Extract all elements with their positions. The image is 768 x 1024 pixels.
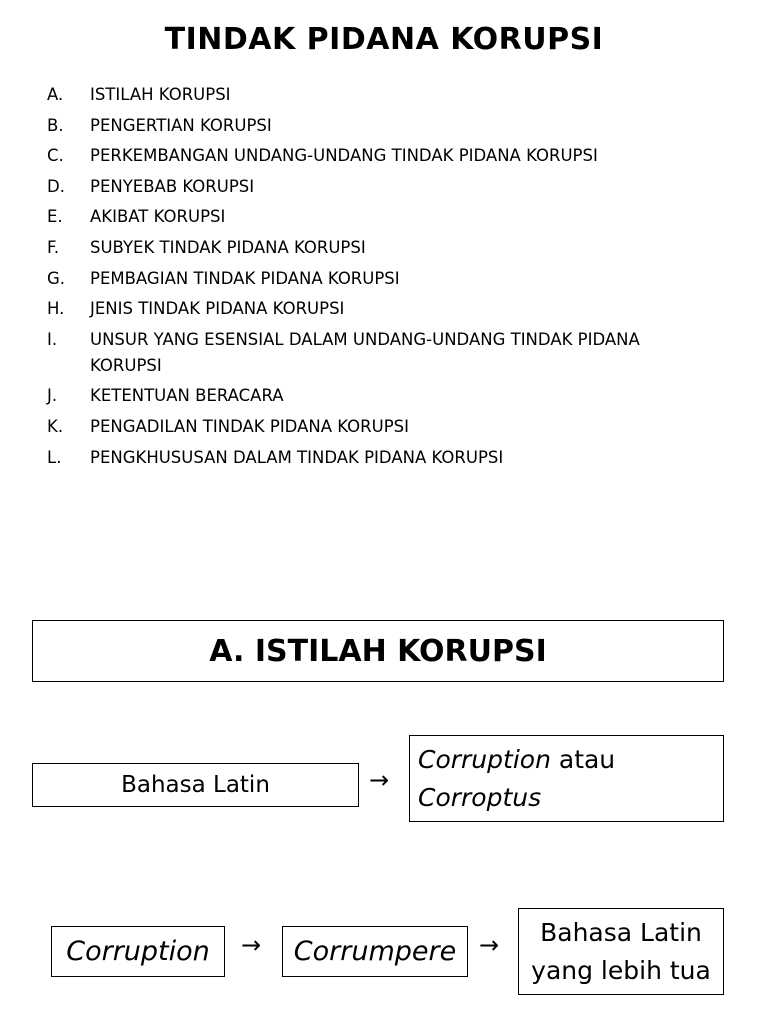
toc-item [47,235,707,261]
toc-item-text: UNSUR YANG ESENSIAL DALAM UNDANG-UNDANG TINDAK PIDANA KORUPSI [90,329,640,375]
toc-item [47,327,707,379]
toc-item [47,414,707,440]
section-heading: A. ISTILAH KORUPSI [209,633,547,669]
toc-item-text: PENGADILAN TINDAK PIDANA KORUPSI [90,416,409,436]
toc-item-text: PEMBAGIAN TINDAK PIDANA KORUPSI [90,268,400,288]
toc-item-text: PENGERTIAN KORUPSI [90,115,272,135]
toc-item-text: PENGKHUSUSAN DALAM TINDAK PIDANA KORUPSI [90,447,504,467]
toc-item-text: ISTILAH KORUPSI [90,85,231,104]
toc-item [47,174,707,200]
toc-item-letter: H. [47,299,65,319]
toc-item [47,82,707,108]
older-latin-box [518,908,724,995]
bahasa-latin-box [32,763,359,807]
toc-item-text: PENYEBAB KORUPSI [90,176,255,196]
toc-item-letter: L. [47,447,62,467]
toc-item-text: JENIS TINDAK PIDANA KORUPSI [90,299,345,319]
right-arrow-icon: → [369,766,390,794]
toc-item-letter: F. [47,237,60,257]
corrumpere-label: Corrumpere [293,936,457,967]
toc-item-letter: I. [47,329,58,349]
toc-item-letter: D. [47,176,65,196]
right-arrow-icon: → [479,931,500,959]
corruption-box [51,926,225,977]
corruption-term: Corruption [418,744,551,774]
toc-item [47,266,707,292]
corrumpere-box [282,926,468,977]
toc-item [47,143,707,169]
toc-item-text: AKIBAT KORUPSI [90,207,226,227]
atau-joiner: atau [550,744,616,774]
toc-item-letter: K. [47,416,64,436]
corruption-label: Corruption [66,936,210,967]
page-title: TINDAK PIDANA KORUPSI [164,22,604,57]
bahasa-latin-label: Bahasa Latin [121,772,270,798]
toc-item [47,296,707,322]
toc-item-letter: J. [47,386,58,406]
toc-item-text: KETENTUAN BERACARA [90,386,284,406]
toc-item-letter: E. [47,207,63,227]
older-latin-line2: yang lebih tua [531,955,711,985]
corroptus-term: Corroptus [418,782,542,812]
toc-item-letter: B. [47,115,64,135]
toc-item [47,445,707,471]
toc-item-text: PERKEMBANGAN UNDANG-UNDANG TINDAK PIDANA KORUPSI [90,146,598,166]
table-of-contents [47,82,707,475]
toc-item-letter: C. [47,146,64,166]
toc-item [47,204,707,230]
toc-item-letter: A. [47,85,64,104]
toc-item-text: SUBYEK TINDAK PIDANA KORUPSI [90,237,366,257]
corruption-corroptus-box [409,735,724,822]
section-heading-box [32,620,724,682]
older-latin-line1: Bahasa Latin [540,917,702,947]
toc-item [47,113,707,139]
right-arrow-icon: → [241,931,262,959]
toc-item [47,383,707,409]
toc-item-letter: G. [47,268,66,288]
